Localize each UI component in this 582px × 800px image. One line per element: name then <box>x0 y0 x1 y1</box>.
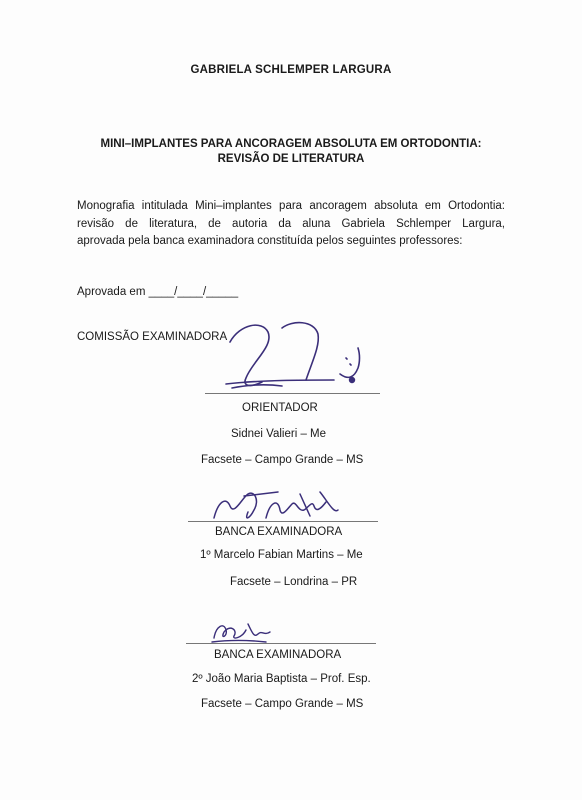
examiner-name: 1º Marcelo Fabian Martins – Me <box>200 549 363 561</box>
approval-paragraph <box>77 198 505 251</box>
examiner-institution: Facsete – Londrina – PR <box>230 576 358 588</box>
signature-line <box>205 393 380 394</box>
handwritten-signature-icon <box>208 616 278 646</box>
paragraph-line-2: revisão de literatura, de autoria da aluna Gabriela Schlemper Largura, <box>77 217 505 230</box>
handwritten-signature-icon <box>222 318 372 392</box>
document-title-line-2: REVISÃO DE LITERATURA <box>217 153 365 165</box>
commission-label: COMISSÃO EXAMINADORA <box>77 331 228 343</box>
paragraph-line-3: aprovada pela banca examinadora constituída pelos seguintes professores: <box>77 235 463 247</box>
handwritten-signature-icon <box>208 488 348 528</box>
examiner-role: BANCA EXAMINADORA <box>215 526 343 538</box>
examiner-role: BANCA EXAMINADORA <box>214 649 342 661</box>
examiner-name: 2º João Maria Baptista – Prof. Esp. <box>192 673 371 685</box>
signature-line <box>188 521 378 522</box>
document-title-line-1: MINI–IMPLANTES PARA ANCORAGEM ABSOLUTA EM ORTODONTIA: <box>100 138 482 150</box>
examiner-institution: Facsete – Campo Grande – MS <box>201 454 364 466</box>
paragraph-line-1: Monografia intitulada Mini–implantes para ancoragem absoluta em Ortodontia: <box>77 200 505 212</box>
examiner-institution: Facsete – Campo Grande – MS <box>201 698 364 710</box>
author-name: GABRIELA SCHLEMPER LARGURA <box>190 64 392 76</box>
approval-date-line: Aprovada em ____/____/_____ <box>77 286 239 298</box>
examiner-role: ORIENTADOR <box>242 402 318 414</box>
examiner-name: Sidnei Valieri – Me <box>231 428 327 440</box>
signature-line <box>186 643 376 644</box>
